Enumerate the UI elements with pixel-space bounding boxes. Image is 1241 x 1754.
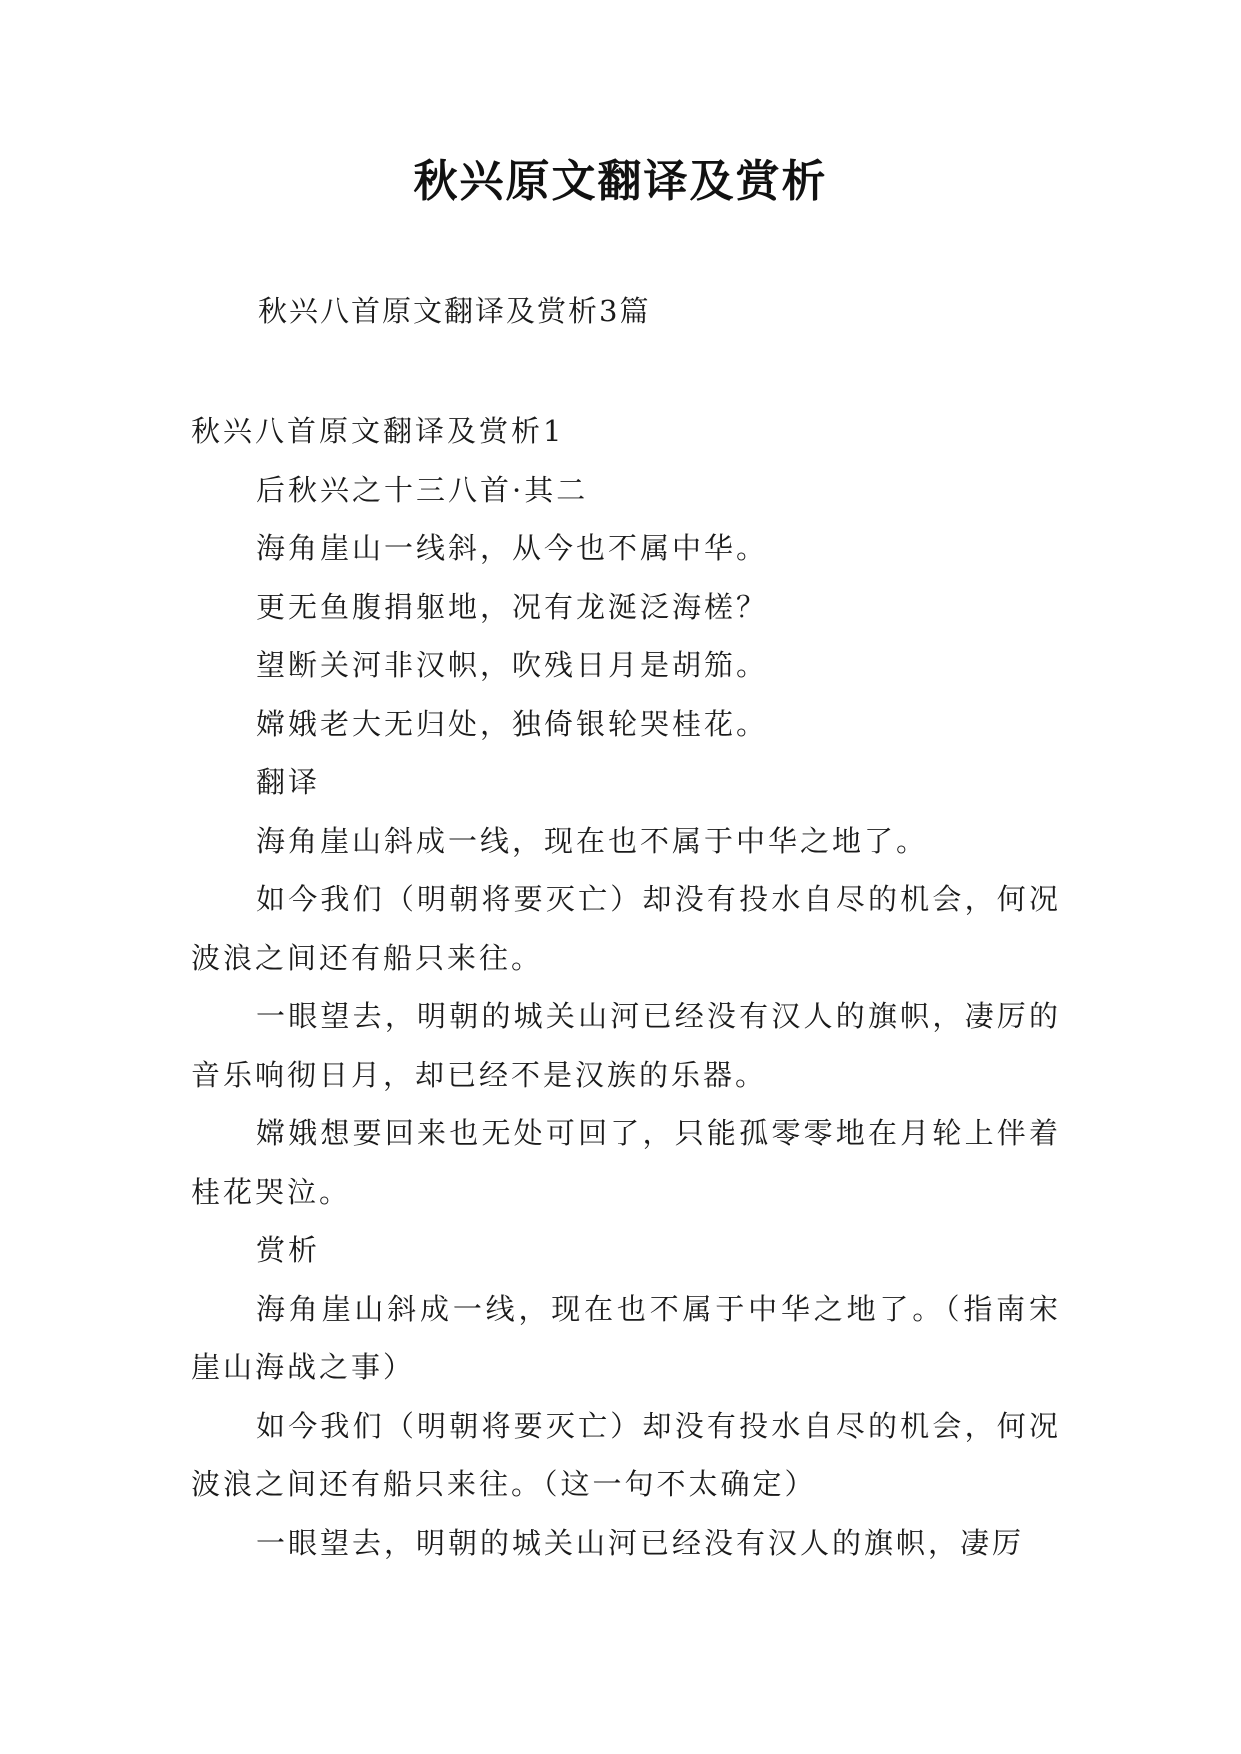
poem-title: 后秋兴之十三八首·其二 (256, 472, 589, 507)
appreciation-paragraph: 一眼望去，明朝的城关山河已经没有汉人的旗帜，凄厉 (256, 1525, 1025, 1560)
section-heading: 秋兴八首原文翻译及赏析1 (191, 414, 565, 448)
appreciation-paragraph: 海角崖山斜成一线，现在也不属于中华之地了。（指南宋崖山海战之事） (191, 1291, 1061, 1384)
document-body (191, 402, 1061, 1572)
poem-line: 海角崖山一线斜，从今也不属中华。 (256, 531, 769, 565)
appreciation-paragraph: 如今我们（明朝将要灭亡）却没有投水自尽的机会，何况波浪之间还有船只来往。（这一句不太确定） (191, 1408, 1061, 1501)
poem-line: 嫦娥老大无归处，独倚银轮哭桂花。 (256, 706, 769, 741)
poem-line: 望断关河非汉帜，吹残日月是胡笳。 (256, 648, 769, 682)
translation-paragraph: 一眼望去，明朝的城关山河已经没有汉人的旗帜，凄厉的音乐响彻日月，却已经不是汉族的乐器。 (191, 999, 1061, 1092)
document-subtitle: 秋兴八首原文翻译及赏析3篇 (258, 294, 651, 328)
poem-line: 更无鱼腹捐躯地，况有龙涎泛海槎？ (256, 589, 769, 624)
translation-heading: 翻译 (256, 765, 321, 799)
appreciation-heading: 赏析 (256, 1233, 321, 1267)
translation-paragraph: 海角崖山斜成一线，现在也不属于中华之地了。 (256, 823, 929, 858)
translation-paragraph: 如今我们（明朝将要灭亡）却没有投水自尽的机会，何况波浪之间还有船只来往。 (191, 882, 1061, 975)
document-title: 秋兴原文翻译及赏析 (413, 156, 828, 207)
translation-paragraph: 嫦娥想要回来也无处可回了，只能孤零零地在月轮上伴着桂花哭泣。 (191, 1116, 1061, 1209)
